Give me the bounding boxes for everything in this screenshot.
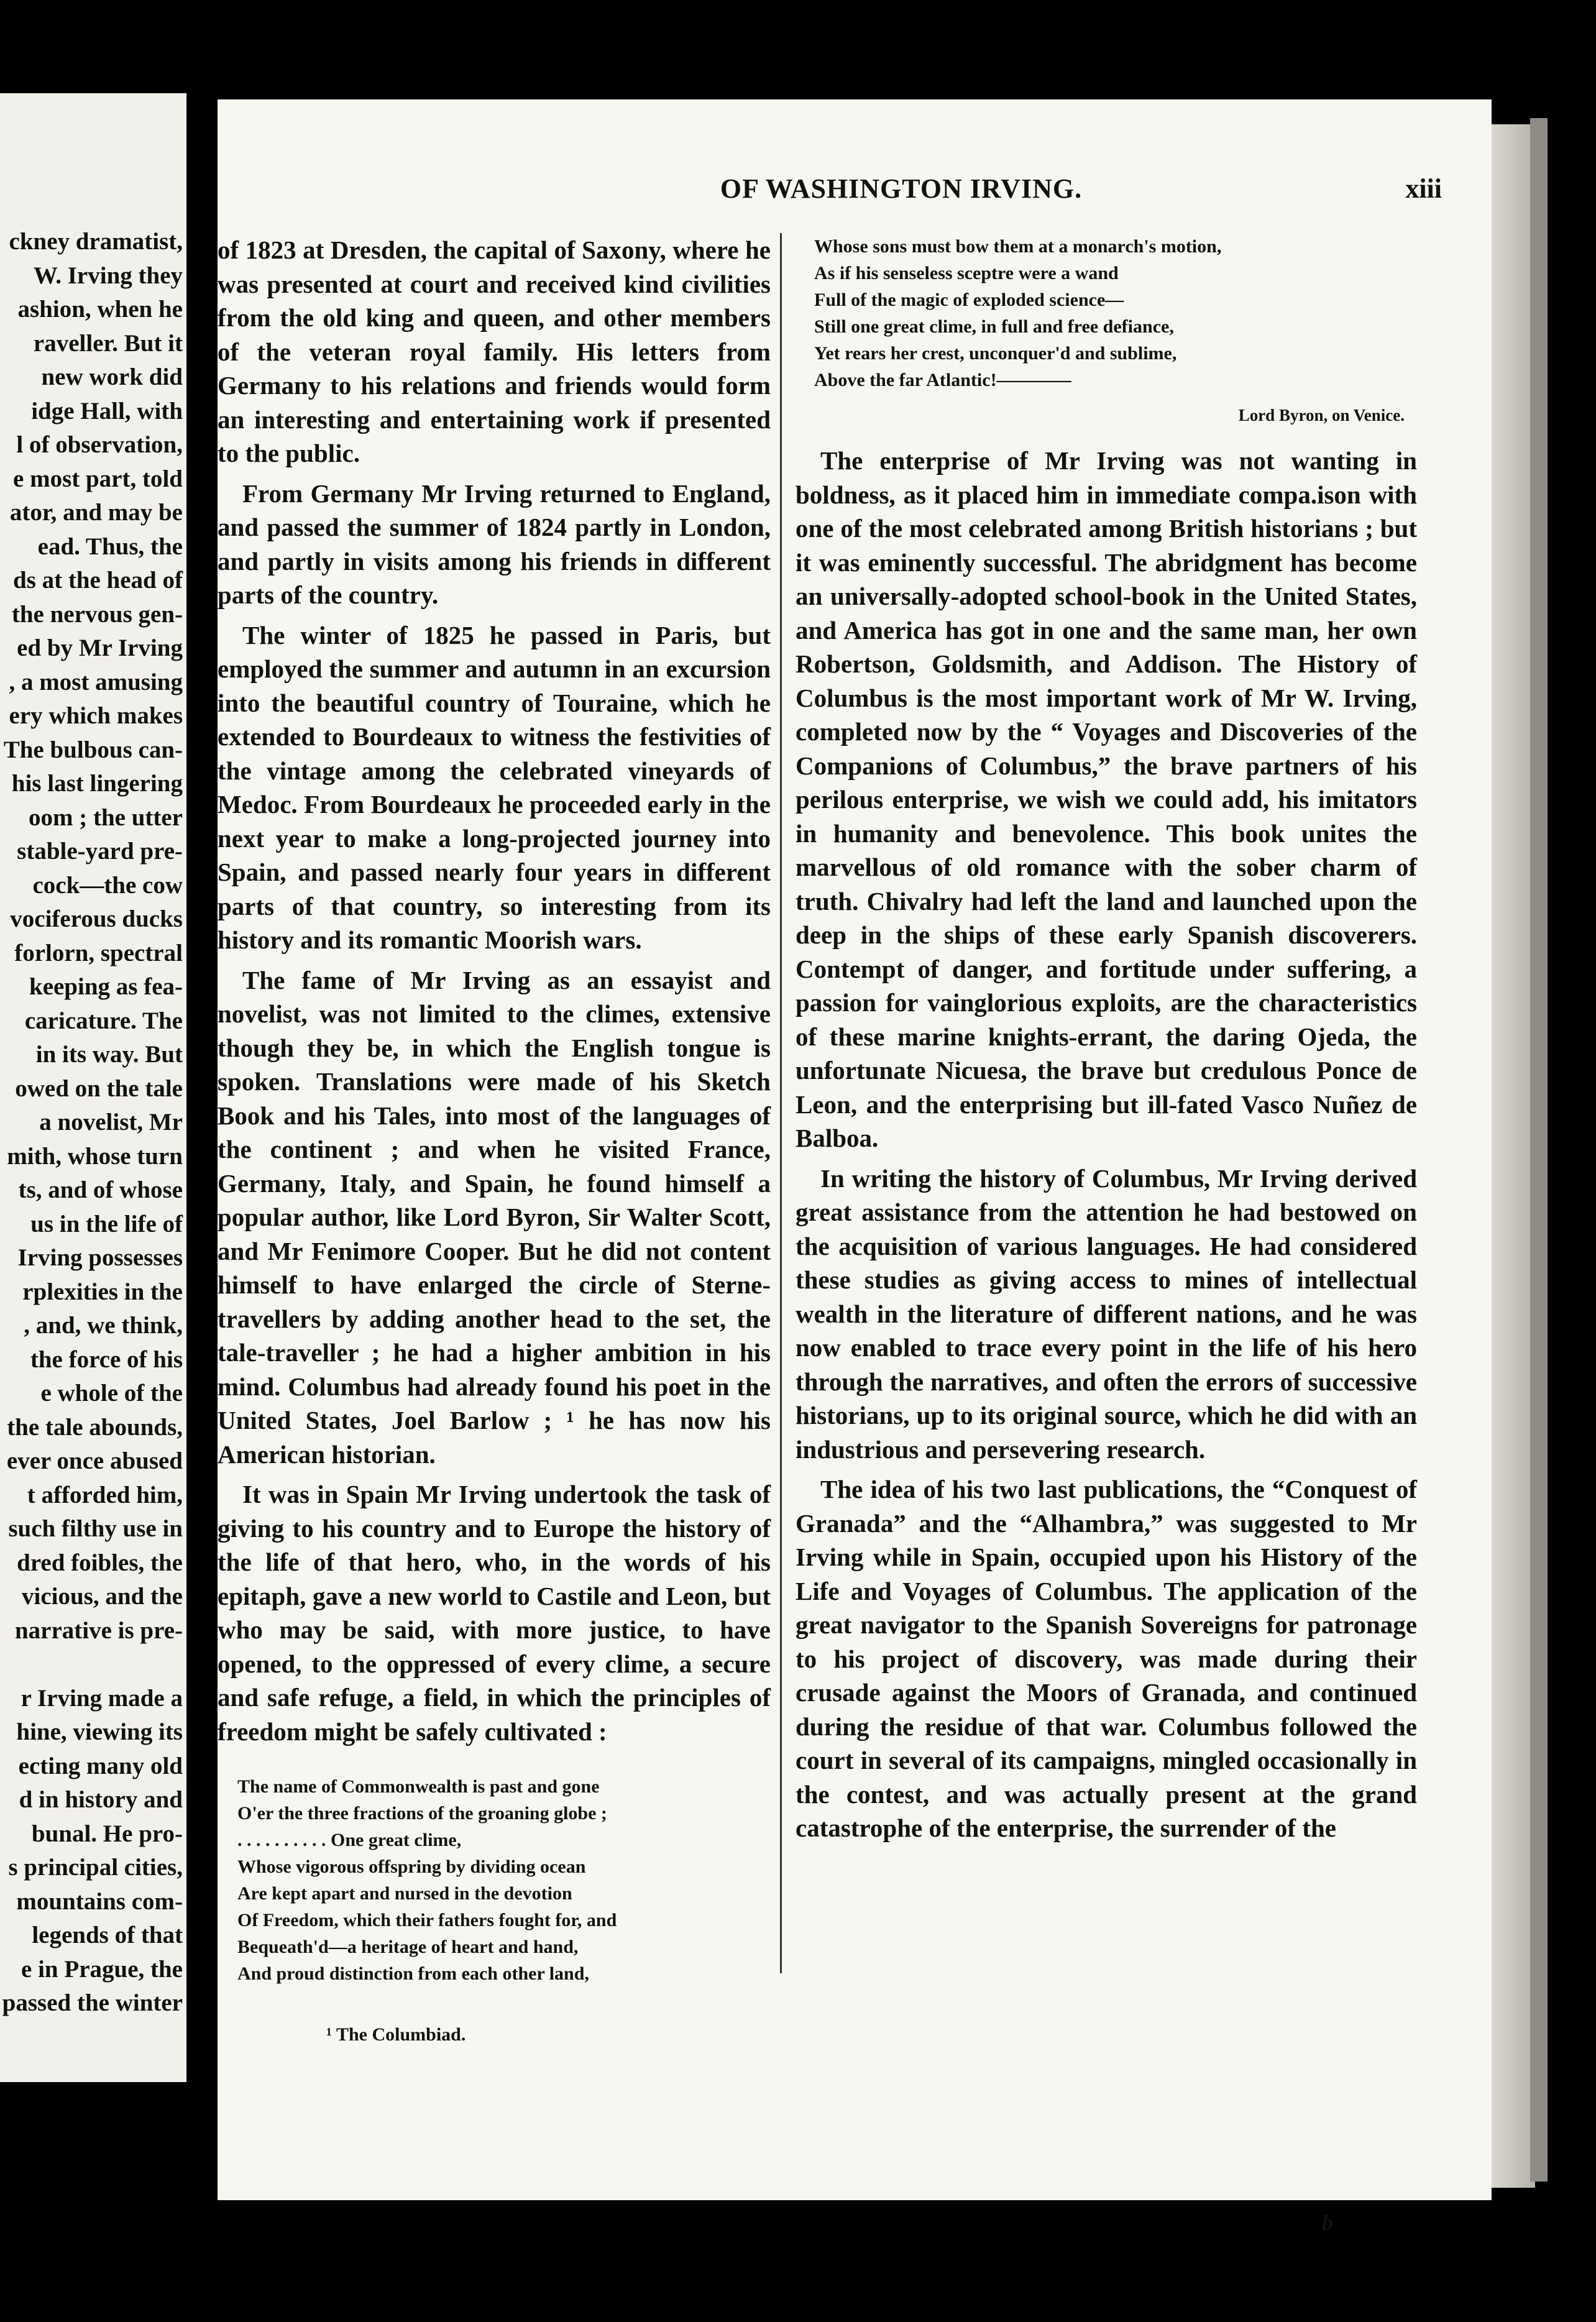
facing-page-line: new work did [41,364,183,390]
facing-page-line: r Irving made a [21,1684,183,1712]
poem-line: . . . . . . . . . . One great clime, [237,1830,462,1850]
facing-page-line: vociferous ducks [10,906,183,932]
facing-page-line: e most part, told [13,465,183,492]
facing-page-line: ed by Mr Irving [17,635,183,661]
poem-line: Are kept apart and nursed in the devotion [237,1883,572,1904]
poem-line: Still one great clime, in full and free defiance, [814,316,1174,337]
poem-line: Of Freedom, which their fathers fought for, and [237,1910,617,1930]
paragraph: The fame of Mr Irving as an essayist and novelist, was not limited to the climes, extensive though they be, in which the English tongue is spoken. Translations were made of his Sketch Book and his Tales, into most of the languages of the continent ; and when he visited France, Germany, Italy, and Spain, he found himself a popular author, like Lord Byron, Sir Walter Scott, and Mr Fenimore Cooper. But he did not content himself to have enlarged the circle of Sterne-travellers by adding another head to the set, the tale-traveller ; he had a higher ambition in his mind. Columbus had already found his poet in the United States, Joel Barlow ; ¹ he has now his American historian. [218,965,771,1469]
facing-page-line: idge Hall, with [31,397,183,424]
poem-line: The name of Commonwealth is past and gone [237,1776,600,1797]
facing-page-line: caricature. The [24,1007,183,1034]
signature-mark: b [1322,2210,1333,2235]
poem-line: Bequeath'd—a heritage of heart and hand, [237,1937,579,1957]
poem-line: As if his senseless sceptre were a wand [814,263,1119,283]
facing-page-line: ts, and of whose [18,1177,183,1203]
facing-page-line: e whole of the [40,1380,183,1407]
facing-page-line: keeping as fea- [29,973,183,1000]
poem-continuation [814,233,1417,393]
poem-line: O'er the three fractions of the groaning globe ; [237,1803,607,1824]
facing-page-line: a novelist, Mr [39,1109,183,1136]
facing-page-line: ator, and may be [9,499,183,526]
facing-page-line: narrative is pre- [14,1617,183,1644]
facing-page-line: ecting many old [18,1752,183,1779]
facing-page-line: ashion, when he [17,296,183,323]
facing-page-line: the nervous gen- [11,600,183,628]
page-edge-shadow [1530,118,1548,2182]
poem-line: Full of the magic of exploded science— [814,290,1124,310]
paragraph: From Germany Mr Irving returned to England, and passed the summer of 1824 partly in London, and partly in visits among his friends in different parts of the country. [218,479,771,609]
facing-page-line: forlorn, spectral [14,939,183,966]
facing-page-line: us in the life of [30,1210,183,1237]
facing-page-line: rplexities in the [22,1278,183,1305]
facing-page-line: bunal. He pro- [31,1820,183,1847]
paragraph: In writing the history of Columbus, Mr Irving derived great assistance from the attention he had bestowed on the acquisition of various languages. He had considered these studies as giving access to mines of intellectual wealth in the literature of different nations, and he was now enabled to trace every point in the life of his hero through the narratives, and often the errors of successive historians, up to its original source, which he did with an industrious and persevering research. [796,1163,1417,1464]
paragraph: The winter of 1825 he passed in Paris, but employed the summer and autumn in an excursion into the beautiful country of Touraine, which he extended to Bourdeaux to witness the festivities of the vintage among the celebrated vineyards of Medoc. From Bourdeaux he proceeded early in the next year to make a long-projected journey into Spain, and passed nearly four years in different parts of that country, so interesting from its history and its romantic Moorish wars. [218,620,771,954]
facing-page-line: the force of his [30,1346,183,1373]
book-page [218,99,1492,2235]
poem-line: And proud distinction from each other land, [237,1963,589,1984]
facing-page-line: s principal cities, [8,1854,183,1881]
poem-line: Whose vigorous offspring by dividing ocean [237,1856,586,1877]
right-column [796,233,1417,1852]
poem-line: Whose sons must bow them at a monarch's motion, [814,236,1222,257]
facing-page-line: W. Irving they [33,262,183,289]
facing-page-line: such filthy use in [8,1515,183,1542]
facing-page-line: his last lingering [11,770,183,797]
facing-page-line: legends of that [32,1922,183,1948]
facing-page-line: in its way. But [35,1041,183,1068]
facing-page-line: dred foibles, the [17,1549,183,1576]
facing-page-line: ds at the head of [12,567,183,594]
paragraph: It was in Spain Mr Irving undertook the task of giving to his country and to Europe the history of the life of that hero, who, in the words of his epitaph, gave a new world to Castile and Leon, but who may be said, with more justice, to have opened, to the oppressed of every clime, a secure and safe refuge, a field, in which the principles of freedom might be safely cultivated : [218,1480,771,1746]
facing-page-line: e in Prague, the [21,1955,183,1983]
column-rule [780,233,782,1973]
book-gutter [186,0,221,2322]
facing-page-line: owed on the tale [15,1075,183,1102]
facing-page-line: oom ; the utter [29,804,183,831]
facing-page-line: the tale abounds, [7,1413,183,1441]
poem-line: Yet rears her crest, unconquer'd and sublime, [814,343,1177,364]
facing-page-line: , and, we think, [24,1312,183,1339]
poem-line: Above the far Atlantic!———— [814,370,1071,390]
facing-page-line: , a most amusing [9,668,183,695]
page-number: xiii [1405,173,1442,204]
paragraph: The enterprise of Mr Irving was not wanting in boldness, as it placed him in immediate compa.ison with one of the most celebrated among British historians ; but it was eminently successful. The abridgment has become an universally-adopted school-book in the United States, and America has got in one and the same man, her own Robertson, Goldsmith, and Addison. The History of Columbus is the most important work of Mr W. Irving, completed now by the “ Voyages and Discoveries of the Companions of Columbus,” the brave partners of his perilous enterprise, we wish we could add, his imitators in humanity and benevolence. This book unites the marvellous of old romance with the sober charm of truth. Chivalry had left the land and launched upon the deep in the ships of these early Spanish discoverers. Contempt of danger, and fortitude under suffering, a passion for vainglorious exploits, are the characteristics of these marine knights-errant, the daring Ojeda, the unfortunate Nicuesa, the brave but credulous Ponce de Leon, and the enterprising but ill-fated Vasco Nuñez de Balboa. [796,446,1417,1152]
facing-page-line: ever once abused [6,1448,183,1474]
paragraph: of 1823 at Dresden, the capital of Saxony, where he was presented at court and received kind civilities from the old king and queen, and other members of the veteran royal family. His letters from Germany to his relations and friends would form an interesting and entertaining work if presented to the public. [218,236,771,467]
facing-page-line: vicious, and the [22,1583,183,1610]
facing-page-line: cock—the cow [32,871,183,899]
facing-page-line: stable-yard pre- [17,838,183,865]
facing-page-line: ery which makes [9,702,183,729]
footnote: ¹ The Columbiad. [326,2024,466,2045]
left-column [218,233,771,2045]
facing-page-line: The bulbous can- [3,736,183,763]
poem-excerpt [237,1773,771,1987]
facing-page-line: mith, whose turn [7,1142,183,1170]
page-edge [1488,124,1535,2188]
paragraph: The idea of his two last publications, the “Conquest of Granada” and the “Alhambra,” was suggested to Mr Irving while in Spain, occupied upon his History of the Life and Voyages of Columbus. The application of the great navigator to the Spanish Sovereigns for patronage to his project of discovery, was made during their crusade against the Moors of Granada, and continued during the residue of that war. Columbus followed the court in several of its campaigns, mingled occasionally in the contest, and was actually present at the grand catastrophe of the enterprise, the surrender of the [796,1475,1417,1842]
facing-page-line: hine, viewing its [16,1719,183,1745]
facing-page-line: passed the winter [2,1989,183,2016]
facing-page-line: l of observation, [16,431,183,458]
poem-attribution: Lord Byron, on Venice. [1238,406,1405,424]
facing-page-line: t afforded him, [27,1481,183,1508]
running-head: OF WASHINGTON IRVING. [720,173,1083,204]
facing-page-line: ckney dramatist, [9,228,183,255]
facing-page-line: d in history and [19,1786,183,1813]
facing-page-line: Irving possesses [17,1244,183,1271]
facing-page-line: mountains com- [16,1888,183,1915]
facing-page-fragment [0,93,186,2082]
facing-page-line: ead. Thus, the [37,533,183,560]
facing-page-line: raveller. But it [33,329,183,357]
